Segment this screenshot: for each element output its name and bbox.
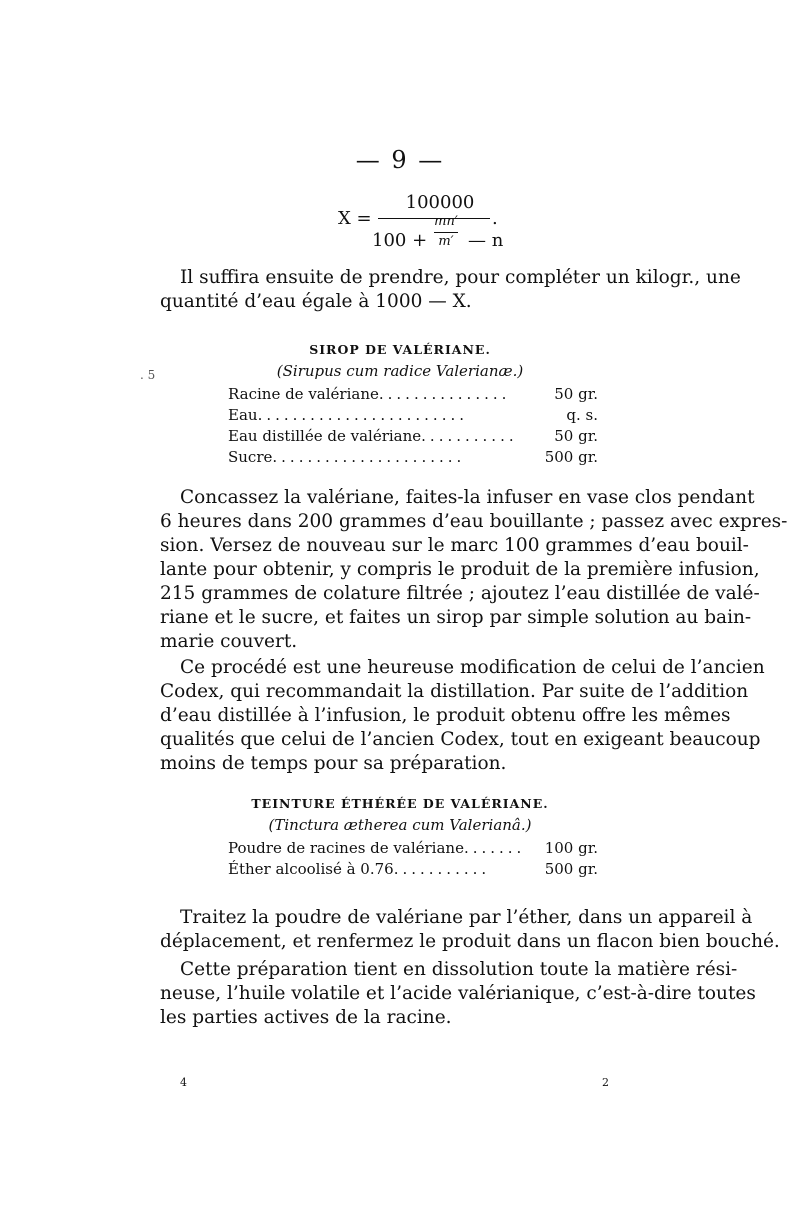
leader-dots: ...........	[393, 860, 491, 878]
sirop-title: SIROP DE VALÉRIANE.	[309, 342, 491, 357]
ingredient-row	[228, 859, 598, 880]
instruction-paragraph	[160, 906, 780, 954]
ingredient-quantity: 100 gr.	[544, 839, 598, 857]
text-line: moins de temps pour sa préparation.	[160, 753, 507, 774]
leader-dots: ......................	[272, 448, 466, 466]
ingredient-quantity: 500 gr.	[544, 860, 598, 878]
text-line: d’eau distillée à l’infusion, le produit obtenu offre les mêmes	[160, 705, 731, 726]
footer-signature-left: 4	[180, 1076, 187, 1089]
denominator-tail: — n	[468, 230, 504, 251]
text-line: lante pour obtenir, y compris le produit de la première infusion,	[160, 559, 760, 580]
text-line: déplacement, et renfermez le produit dans un flacon bien bouché.	[160, 931, 780, 952]
denominator-base: 100 +	[372, 230, 428, 251]
text-line: 6 heures dans 200 grammes d’eau bouillante ; passez avec expres-	[160, 511, 788, 532]
ingredient-row	[228, 838, 598, 859]
ingredient-quantity: 50 gr.	[554, 385, 598, 403]
intro-paragraph	[160, 266, 741, 314]
formula-end-dot: .	[492, 208, 498, 229]
ingredient-name: Éther alcoolisé à 0.76	[228, 860, 394, 878]
ingredient-row	[228, 426, 598, 447]
closing-paragraph	[160, 958, 756, 1030]
formula	[338, 192, 508, 262]
text-line: Traitez la poudre de valériane par l’éther, dans un appareil à	[180, 907, 753, 928]
text-line: qualités que celui de l’ancien Codex, tout en exigeant beaucoup	[160, 729, 761, 750]
sirop-latin-name	[0, 362, 800, 380]
denominator-sub-denominator: m′	[438, 234, 454, 249]
text-line: Ce procédé est une heureuse modification de celui de l’ancien	[180, 657, 765, 678]
formula-lhs: X =	[338, 208, 372, 229]
sirop-ingredients	[228, 384, 598, 468]
ingredient-quantity: q. s.	[566, 406, 598, 424]
margin-mark: . 5	[140, 368, 156, 382]
ingredient-row	[228, 405, 598, 426]
text-line: sion. Versez de nouveau sur le marc 100 grammes d’eau bouil-	[160, 535, 749, 556]
text-line: marie couvert.	[160, 631, 298, 652]
footer-signature-right: 2	[602, 1076, 609, 1089]
leader-dots: ........................	[257, 406, 468, 424]
ingredient-row	[228, 447, 598, 468]
preparation-paragraph	[160, 486, 788, 654]
text-line: les parties actives de la racine.	[160, 1007, 452, 1028]
teinture-ingredients	[228, 838, 598, 880]
text-line: 215 grammes de colature filtrée ; ajoutez l’eau distillée de valé-	[160, 583, 760, 604]
ingredient-quantity: 500 gr.	[544, 448, 598, 466]
text-line: Il suffira ensuite de prendre, pour compléter un kilogr., une	[180, 267, 741, 288]
text-line: Codex, qui recommandait la distillation. Par suite de l’addition	[160, 681, 749, 702]
page-number: — 9 —	[355, 146, 445, 174]
denominator-sub-numerator: mn′	[434, 214, 458, 229]
teinture-latin-name	[0, 816, 800, 834]
ingredient-row	[228, 384, 598, 405]
commentary-paragraph	[160, 656, 765, 776]
sirop-latin-text: (Sirupus cum radice Valerianæ.)	[276, 362, 524, 380]
ingredient-name: Sucre	[228, 448, 273, 466]
leader-dots: ...............	[378, 385, 511, 403]
text-line: riane et le sucre, et faites un sirop par simple solution au bain-	[160, 607, 752, 628]
leader-dots: .......	[463, 839, 526, 857]
formula-numerator: 100000	[405, 192, 475, 213]
ingredient-name: Eau distillée de valériane	[228, 427, 422, 445]
ingredient-quantity: 50 gr.	[554, 427, 598, 445]
text-line: neuse, l’huile volatile et l’acide valérianique, c’est-à-dire toutes	[160, 983, 756, 1004]
teinture-title: TEINTURE ÉTHÉRÉE DE VALÉRIANE.	[251, 796, 549, 811]
sub-fraction-bar	[434, 232, 458, 233]
text-line: quantité d’eau égale à 1000 — X.	[160, 291, 472, 312]
ingredient-name: Poudre de racines de valériane	[228, 839, 464, 857]
ingredient-name: Eau	[228, 406, 258, 424]
text-line: Cette préparation tient en dissolution toute la matière rési-	[180, 959, 738, 980]
leader-dots: ...........	[421, 427, 518, 445]
teinture-latin-text: (Tinctura ætherea cum Valerianâ.)	[268, 816, 532, 834]
ingredient-name: Racine de valériane	[228, 385, 379, 403]
text-line: Concassez la valériane, faites-la infuser en vase clos pendant	[180, 487, 755, 508]
